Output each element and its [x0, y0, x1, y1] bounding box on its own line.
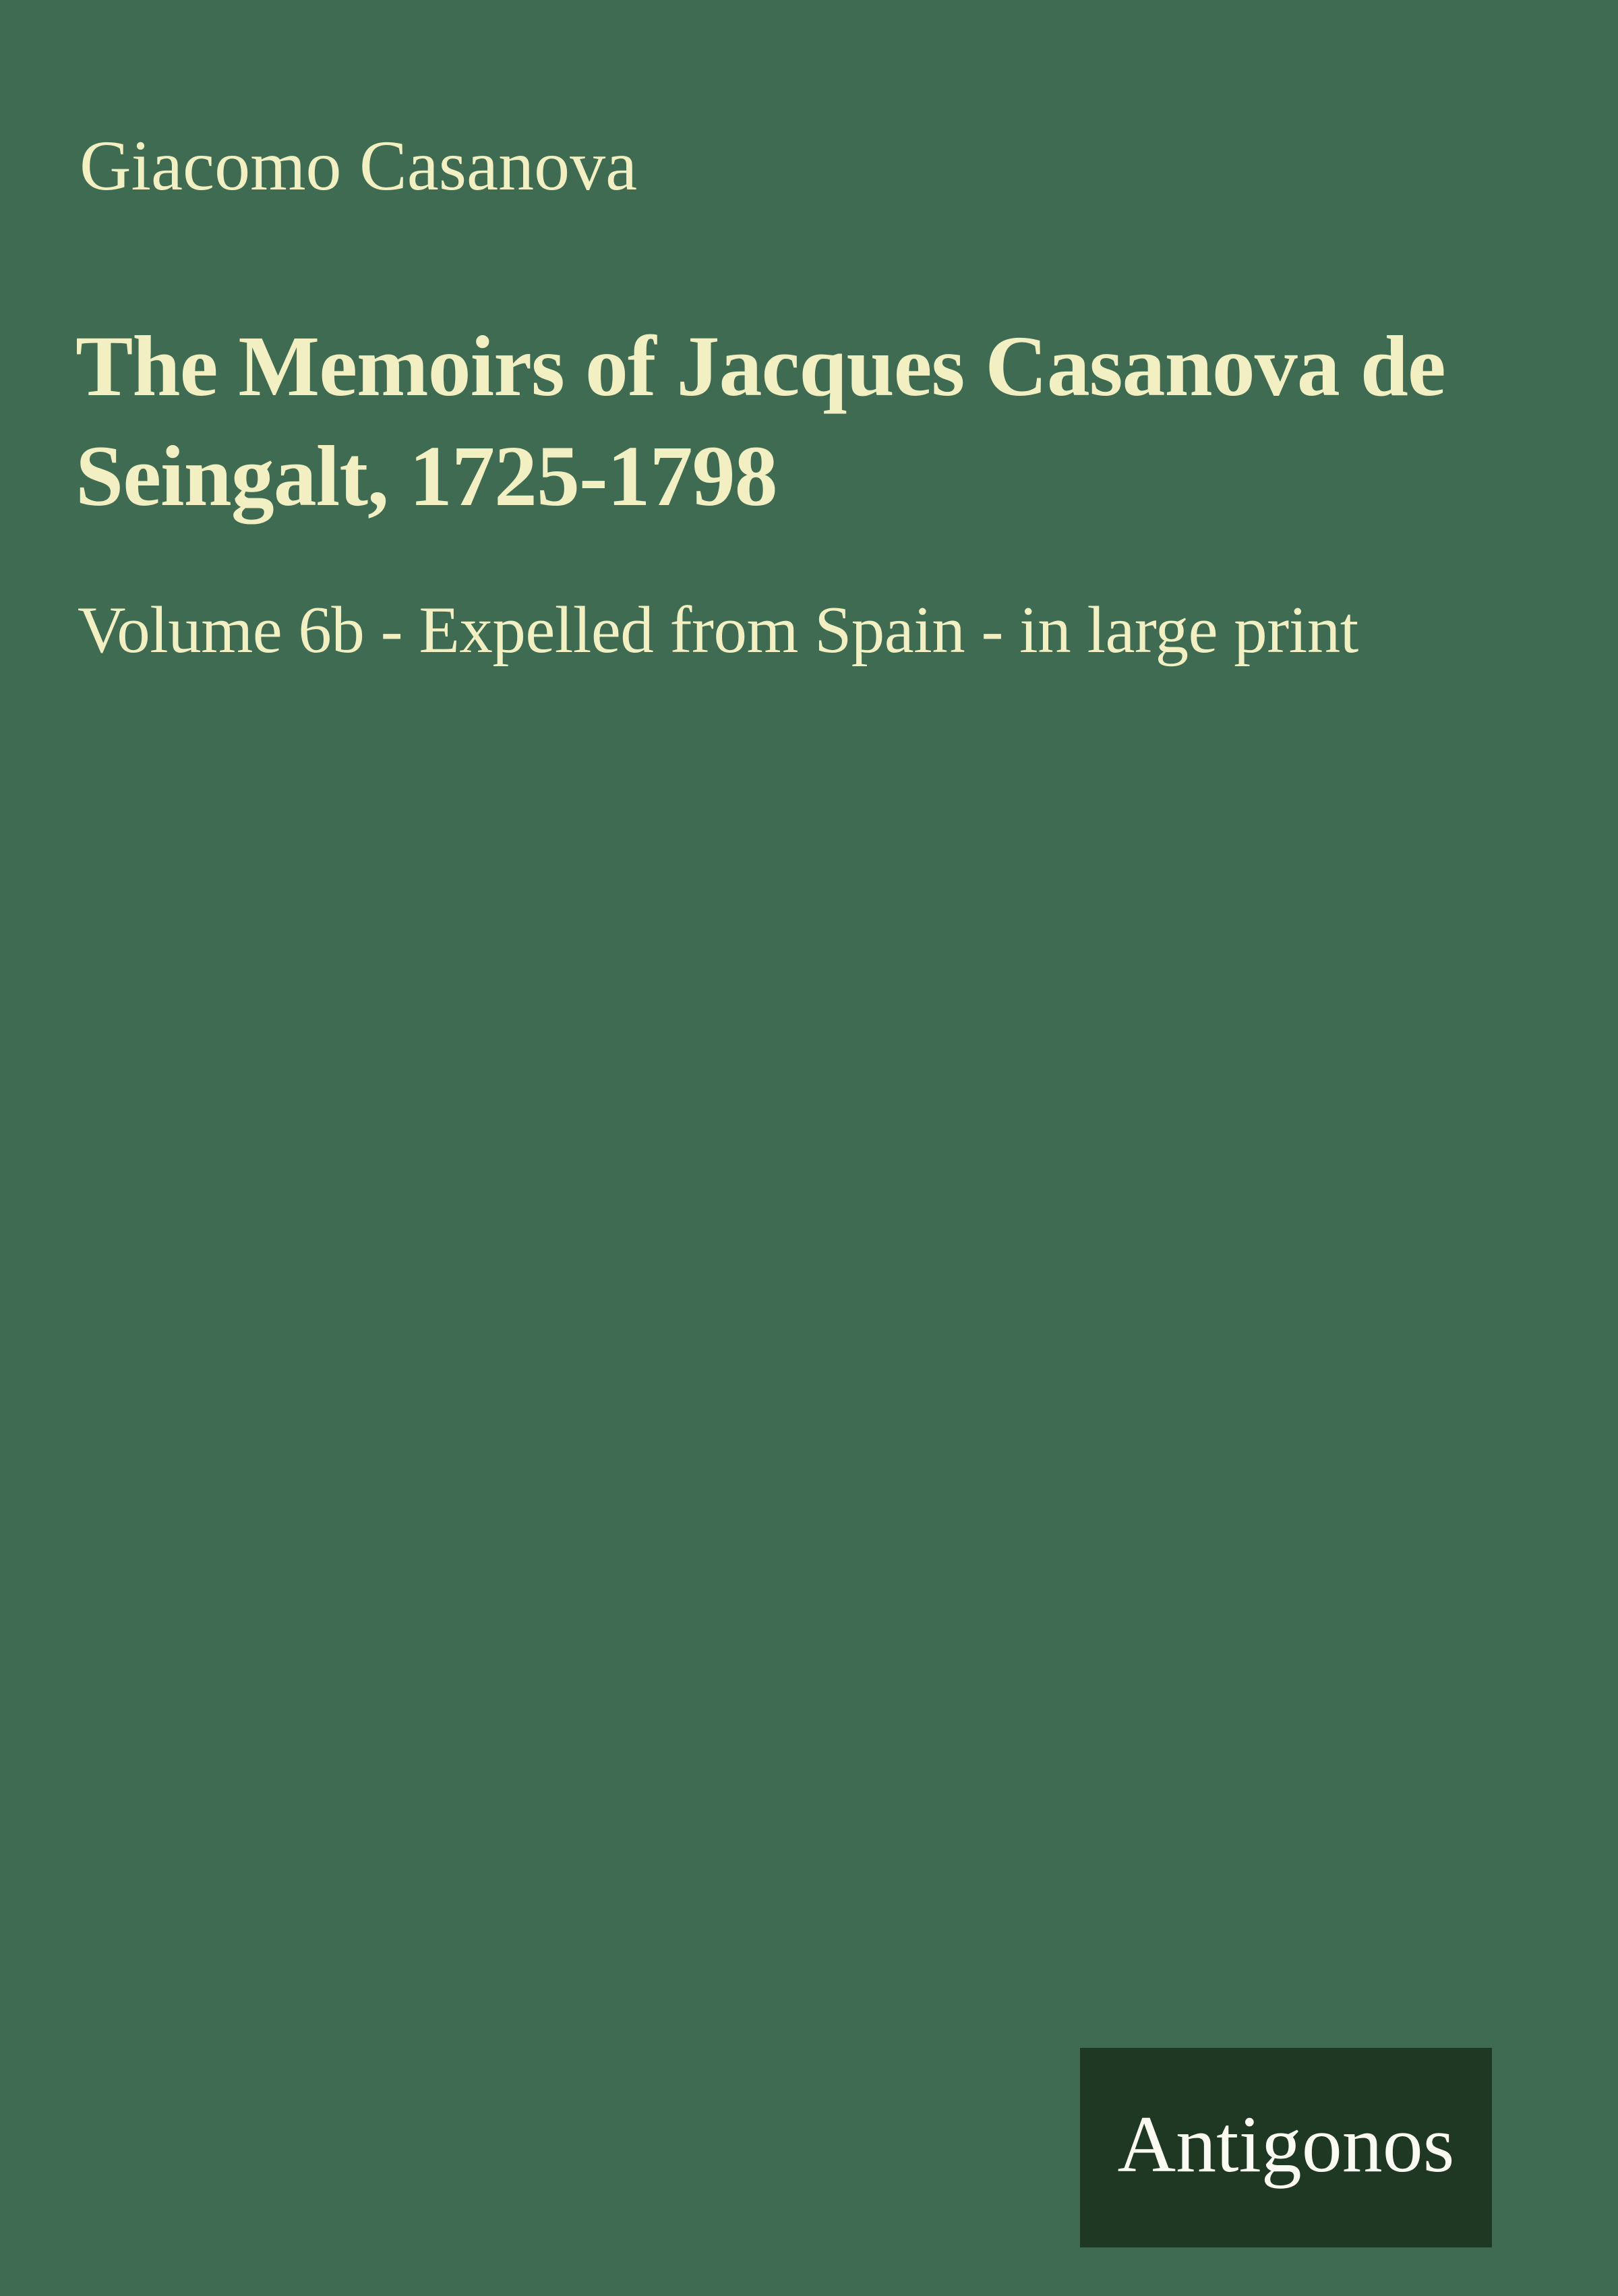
book-subtitle: Volume 6b - Expelled from Spain - in large print [78, 593, 1358, 667]
publisher-box [1080, 2048, 1492, 2247]
book-title-line-1: The Memoirs of Jacques Casanova de [76, 318, 1445, 414]
publisher-name: Antigonos [1117, 2099, 1455, 2189]
author-name: Giacomo Casanova [80, 126, 638, 205]
book-title-line-2: Seingalt, 1725-1798 [76, 428, 777, 524]
book-title [76, 312, 1445, 531]
